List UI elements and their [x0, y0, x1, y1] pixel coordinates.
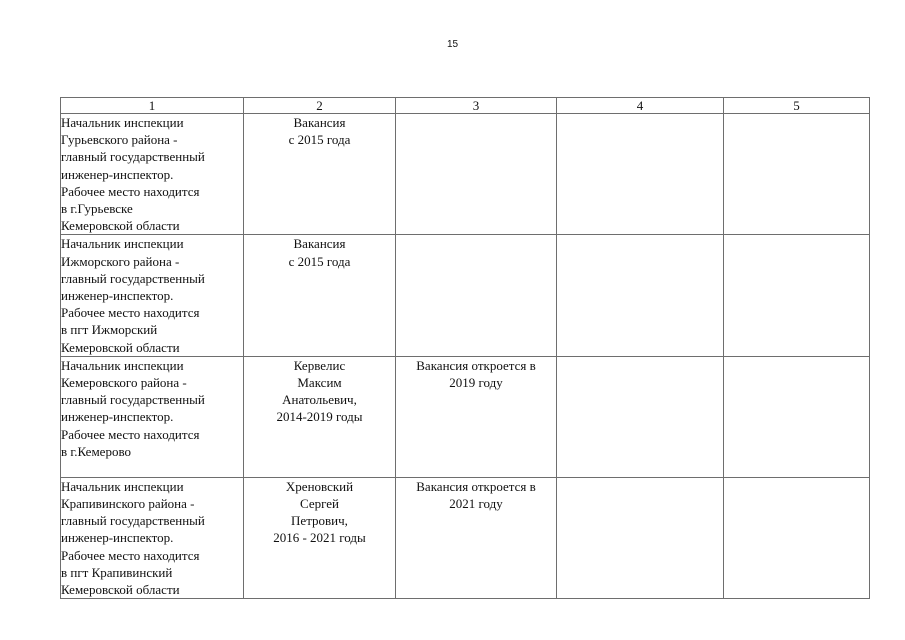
- holder-cell-line: Петрович,: [291, 513, 348, 529]
- position-cell-line: инженер-инспектор.: [61, 409, 174, 425]
- holder-cell-line: Хреновский: [285, 478, 354, 494]
- position-cell-line: Кемеровского района -: [61, 375, 187, 391]
- position-cell-line: Начальник инспекции: [61, 478, 184, 494]
- holder-cell-line: Максим: [297, 375, 342, 391]
- position-cell-line: Ижморского района -: [61, 253, 180, 269]
- column-header-5: 5: [724, 98, 870, 114]
- table-row: [61, 477, 870, 598]
- table-row: [61, 235, 870, 356]
- column-header-1: 1: [61, 98, 244, 114]
- holder-cell-line: 2014-2019 годы: [276, 409, 363, 425]
- position-cell-line: Рабочее место находится: [61, 547, 200, 563]
- position-cell-line: Гурьевского района -: [61, 132, 178, 148]
- holder-cell-line: с 2015 года: [288, 132, 351, 148]
- position-cell-line: главный государственный: [61, 270, 205, 286]
- holder-cell-line: с 2015 года: [288, 253, 351, 269]
- position-cell-line: главный государственный: [61, 392, 205, 408]
- position-cell-line: Начальник инспекции: [61, 236, 184, 252]
- column-4-cell: [557, 477, 724, 598]
- holder-cell-line: Вакансия: [293, 115, 346, 130]
- position-cell-line: Рабочее место находится: [61, 305, 200, 321]
- position-cell-line: Начальник инспекции: [61, 357, 184, 373]
- vacancy-opening-cell: [396, 235, 557, 356]
- vacancy-table: [60, 97, 870, 599]
- table-row: [61, 356, 870, 477]
- holder-cell-line: 2016 - 2021 годы: [273, 530, 366, 546]
- position-cell-line: главный государственный: [61, 513, 205, 529]
- page-number: 15: [446, 39, 459, 50]
- holder-cell: [244, 356, 396, 477]
- position-cell-line: в пгт Ижморский: [61, 322, 158, 338]
- column-5-cell: [724, 356, 870, 477]
- position-cell-line: Крапивинского района -: [61, 496, 195, 512]
- column-5-cell: [724, 235, 870, 356]
- column-4-cell: [557, 235, 724, 356]
- position-cell: [61, 114, 244, 235]
- position-cell-line: Рабочее место находится: [61, 183, 200, 199]
- vacancy-opening-cell-line: Вакансия откроется в: [416, 357, 536, 373]
- holder-cell-line: Сергей: [300, 496, 339, 512]
- table-header-row: [61, 98, 870, 114]
- holder-cell-line: Вакансия: [293, 236, 346, 252]
- holder-cell-line: Анатольевич,: [282, 392, 357, 408]
- table-body: [61, 114, 870, 599]
- vacancy-opening-cell-line: 2019 году: [449, 375, 503, 391]
- position-cell-line: Кемеровской области: [61, 339, 180, 355]
- column-header-2: 2: [244, 98, 396, 114]
- position-cell: [61, 477, 244, 598]
- position-cell-line: в пгт Крапивинский: [61, 564, 173, 580]
- position-cell-line: Кемеровской области: [61, 582, 180, 598]
- position-cell-line: инженер-инспектор.: [61, 530, 174, 546]
- table-row: [61, 114, 870, 235]
- position-cell: [61, 356, 244, 477]
- column-5-cell: [724, 477, 870, 598]
- vacancy-opening-cell-line: 2021 году: [449, 496, 503, 512]
- holder-cell-line: Кервелис: [293, 357, 346, 373]
- holder-cell: [244, 477, 396, 598]
- position-cell-line: инженер-инспектор.: [61, 288, 174, 304]
- vacancy-opening-cell-line: Вакансия откроется в: [416, 478, 536, 494]
- column-4-cell: [557, 356, 724, 477]
- position-cell-line: в г.Кемерово: [61, 443, 131, 459]
- vacancy-opening-cell: [396, 114, 557, 235]
- column-header-4: 4: [557, 98, 724, 114]
- position-cell: [61, 235, 244, 356]
- position-cell-line: главный государственный: [61, 149, 205, 165]
- column-5-cell: [724, 114, 870, 235]
- vacancy-opening-cell: [396, 356, 557, 477]
- column-4-cell: [557, 114, 724, 235]
- position-cell-line: Кемеровской области: [61, 218, 180, 234]
- holder-cell: [244, 114, 396, 235]
- position-cell-line: инженер-инспектор.: [61, 166, 174, 182]
- position-cell-line: Начальник инспекции: [61, 115, 184, 130]
- vacancy-opening-cell: [396, 477, 557, 598]
- holder-cell: [244, 235, 396, 356]
- column-header-3: 3: [396, 98, 557, 114]
- position-cell-line: Рабочее место находится: [61, 426, 200, 442]
- position-cell-line: в г.Гурьевске: [61, 201, 133, 217]
